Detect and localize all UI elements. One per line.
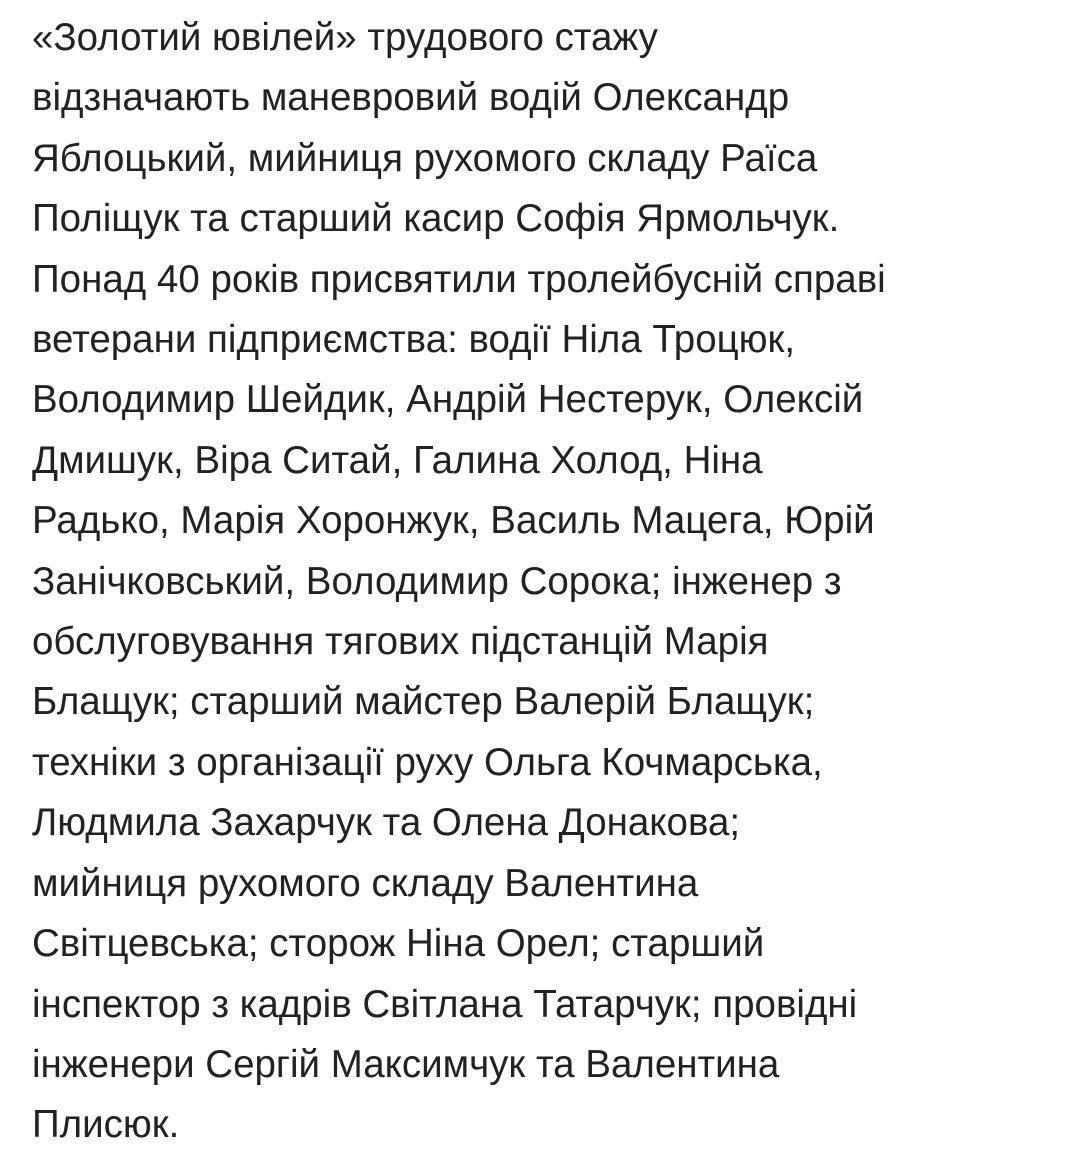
text-line-11: обслуговування тягових підстанцій Марія [32,620,769,664]
text-line-18: інженери Сергій Максимчук та Валентина [32,1042,780,1086]
text-line-15: мийниця рухомого складу Валентина [32,861,699,905]
text-line-6: ветерани підприємства: водії Ніла Троцюк, [32,318,796,362]
text-line-19: Плисюк. [32,1103,180,1147]
article-text [32,8,1072,1156]
text-line-8: Дмишук, Віра Ситай, Галина Холод, Ніна [32,438,763,482]
text-line-9: Радько, Марія Хоронжук, Василь Мацега, Юрій [32,499,875,543]
text-line-1: «Золотий ювілей» трудового стажу [32,16,658,59]
text-line-12: Блащук; старший майстер Валерій Блащук; [32,680,815,724]
text-line-16: Світцевська; сторож Ніна Орел; старший [32,922,765,966]
text-line-7: Володимир Шейдик, Андрій Нестерук, Олексій [32,378,864,422]
text-line-3: Яблоцький, мийниця рухомого складу Раїса [32,136,818,180]
text-line-14: Людмила Захарчук та Олена Донакова; [32,801,741,845]
text-line-13: техніки з організації руху Ольга Кочмарська, [32,740,823,784]
text-line-17: інспектор з кадрів Світлана Татарчук; провідні [32,982,858,1026]
text-line-2: відзначають маневровий водій Олександр [32,76,790,120]
text-line-10: Занічковський, Володимир Сорока; інженер з [32,559,842,603]
text-line-4: Поліщук та старший касир Софія Ярмольчук. [32,197,840,241]
text-line-5: Понад 40 років присвятили тролейбусній справі [32,257,886,301]
